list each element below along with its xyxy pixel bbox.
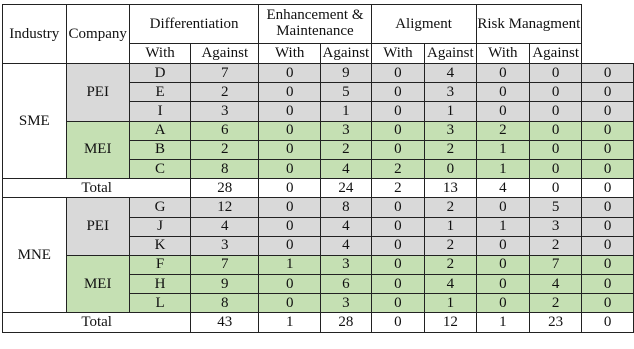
total-value-cell: 23 bbox=[530, 313, 582, 332]
value-cell: 2 bbox=[425, 236, 476, 255]
total-value-cell: 4 bbox=[476, 179, 530, 198]
value-cell: 1 bbox=[476, 159, 530, 178]
value-cell: 3 bbox=[425, 121, 476, 140]
company-cell: F bbox=[129, 255, 190, 274]
industry-label: PEI bbox=[66, 198, 129, 256]
value-cell: 0 bbox=[582, 102, 634, 121]
value-cell: 0 bbox=[259, 140, 321, 159]
value-cell: 0 bbox=[259, 64, 321, 83]
total-value-cell: 0 bbox=[582, 179, 634, 198]
value-cell: 2 bbox=[425, 140, 476, 159]
value-cell: 4 bbox=[321, 236, 372, 255]
value-cell: 4 bbox=[530, 275, 582, 294]
value-cell: 0 bbox=[371, 102, 425, 121]
total-value-cell: 13 bbox=[425, 179, 476, 198]
value-cell: 0 bbox=[259, 159, 321, 178]
company-cell: I bbox=[129, 102, 190, 121]
value-cell: 8 bbox=[321, 198, 372, 217]
value-cell: 5 bbox=[321, 83, 372, 102]
value-cell: 0 bbox=[371, 294, 425, 313]
value-cell: 9 bbox=[191, 275, 259, 294]
value-cell: 0 bbox=[259, 102, 321, 121]
value-cell: 0 bbox=[371, 255, 425, 274]
size-group-label: SME bbox=[3, 64, 67, 179]
total-value-cell: 0 bbox=[259, 179, 321, 198]
value-cell: 0 bbox=[476, 294, 530, 313]
value-cell: 0 bbox=[530, 159, 582, 178]
value-cell: 0 bbox=[259, 294, 321, 313]
value-cell: 0 bbox=[371, 121, 425, 140]
total-value-cell: 1 bbox=[259, 313, 321, 332]
value-cell: 0 bbox=[476, 83, 530, 102]
value-cell: 8 bbox=[191, 294, 259, 313]
value-cell: 3 bbox=[530, 217, 582, 236]
value-cell: 0 bbox=[371, 83, 425, 102]
company-cell: L bbox=[129, 294, 190, 313]
total-value-cell: 28 bbox=[321, 313, 372, 332]
value-cell: 0 bbox=[476, 275, 530, 294]
value-cell: 4 bbox=[321, 159, 372, 178]
value-cell: 0 bbox=[582, 255, 634, 274]
company-cell: B bbox=[129, 140, 190, 159]
total-value-cell: 0 bbox=[530, 179, 582, 198]
value-cell: 0 bbox=[530, 121, 582, 140]
company-cell: C bbox=[129, 159, 190, 178]
group-header: Enhancement & Maintenance bbox=[259, 5, 371, 44]
value-cell: 0 bbox=[530, 83, 582, 102]
value-cell: 2 bbox=[191, 83, 259, 102]
value-cell: 3 bbox=[321, 255, 372, 274]
value-cell: 7 bbox=[530, 255, 582, 274]
value-cell: 2 bbox=[530, 294, 582, 313]
total-value-cell: 24 bbox=[321, 179, 372, 198]
value-cell: 1 bbox=[476, 140, 530, 159]
value-cell: 0 bbox=[259, 198, 321, 217]
value-cell: 0 bbox=[582, 140, 634, 159]
value-cell: 0 bbox=[530, 64, 582, 83]
total-label: Total bbox=[3, 179, 191, 198]
total-row bbox=[3, 179, 634, 198]
value-cell: 0 bbox=[530, 102, 582, 121]
value-cell: 0 bbox=[371, 198, 425, 217]
with-header: With bbox=[476, 44, 530, 64]
table-row bbox=[3, 64, 634, 83]
value-cell: 0 bbox=[476, 198, 530, 217]
with-header: With bbox=[371, 44, 425, 64]
value-cell: 2 bbox=[321, 140, 372, 159]
total-value-cell: 2 bbox=[371, 179, 425, 198]
value-cell: 7 bbox=[191, 64, 259, 83]
value-cell: 3 bbox=[191, 102, 259, 121]
value-cell: 1 bbox=[259, 255, 321, 274]
value-cell: 4 bbox=[425, 275, 476, 294]
value-cell: 0 bbox=[371, 217, 425, 236]
value-cell: 0 bbox=[371, 275, 425, 294]
industry-label: MEI bbox=[66, 255, 129, 313]
value-cell: 0 bbox=[371, 64, 425, 83]
size-group-label: MNE bbox=[3, 198, 67, 313]
company-cell: G bbox=[129, 198, 190, 217]
value-cell: 2 bbox=[371, 159, 425, 178]
against-header: Against bbox=[321, 44, 372, 64]
company-cell: K bbox=[129, 236, 190, 255]
total-value-cell: 12 bbox=[425, 313, 476, 332]
group-header: Aligment bbox=[371, 5, 476, 44]
value-cell: 7 bbox=[191, 255, 259, 274]
value-cell: 0 bbox=[259, 121, 321, 140]
total-value-cell: 1 bbox=[476, 313, 530, 332]
value-cell: 1 bbox=[476, 217, 530, 236]
table-row bbox=[3, 121, 634, 140]
against-header: Against bbox=[425, 44, 476, 64]
value-cell: 2 bbox=[425, 255, 476, 274]
industry-label: PEI bbox=[66, 64, 129, 122]
group-header: Differentiation bbox=[129, 5, 258, 44]
value-cell: 0 bbox=[371, 236, 425, 255]
against-header: Against bbox=[530, 44, 582, 64]
value-cell: 0 bbox=[582, 198, 634, 217]
value-cell: 0 bbox=[476, 255, 530, 274]
company-cell: H bbox=[129, 275, 190, 294]
total-value-cell: 43 bbox=[191, 313, 259, 332]
value-cell: 0 bbox=[259, 83, 321, 102]
value-cell: 4 bbox=[425, 64, 476, 83]
total-label: Total bbox=[3, 313, 191, 332]
value-cell: 9 bbox=[321, 64, 372, 83]
value-cell: 0 bbox=[582, 217, 634, 236]
company-header: Company bbox=[66, 5, 129, 64]
industry-header: Industry bbox=[3, 5, 67, 64]
value-cell: 3 bbox=[425, 83, 476, 102]
value-cell: 0 bbox=[582, 236, 634, 255]
value-cell: 0 bbox=[476, 102, 530, 121]
with-header: With bbox=[259, 44, 321, 64]
value-cell: 0 bbox=[582, 294, 634, 313]
value-cell: 8 bbox=[191, 159, 259, 178]
value-cell: 2 bbox=[476, 121, 530, 140]
value-cell: 1 bbox=[321, 102, 372, 121]
company-cell: D bbox=[129, 64, 190, 83]
table-row bbox=[3, 198, 634, 217]
value-cell: 4 bbox=[321, 217, 372, 236]
value-cell: 1 bbox=[425, 102, 476, 121]
value-cell: 1 bbox=[425, 294, 476, 313]
total-value-cell: 0 bbox=[582, 313, 634, 332]
value-cell: 0 bbox=[530, 140, 582, 159]
value-cell: 0 bbox=[371, 140, 425, 159]
results-table bbox=[2, 4, 634, 333]
value-cell: 0 bbox=[582, 83, 634, 102]
value-cell: 1 bbox=[425, 217, 476, 236]
value-cell: 0 bbox=[582, 64, 634, 83]
value-cell: 5 bbox=[530, 198, 582, 217]
company-cell: A bbox=[129, 121, 190, 140]
value-cell: 0 bbox=[259, 236, 321, 255]
total-row bbox=[3, 313, 634, 332]
value-cell: 6 bbox=[191, 121, 259, 140]
value-cell: 2 bbox=[530, 236, 582, 255]
against-header: Against bbox=[191, 44, 259, 64]
value-cell: 3 bbox=[321, 294, 372, 313]
value-cell: 6 bbox=[321, 275, 372, 294]
value-cell: 0 bbox=[582, 275, 634, 294]
value-cell: 3 bbox=[321, 121, 372, 140]
value-cell: 2 bbox=[425, 198, 476, 217]
value-cell: 0 bbox=[425, 159, 476, 178]
group-header: Risk Managment bbox=[476, 5, 582, 44]
table-row bbox=[3, 255, 634, 274]
industry-label: MEI bbox=[66, 121, 129, 179]
value-cell: 0 bbox=[259, 217, 321, 236]
value-cell: 0 bbox=[582, 121, 634, 140]
value-cell: 0 bbox=[476, 64, 530, 83]
value-cell: 0 bbox=[476, 236, 530, 255]
value-cell: 0 bbox=[259, 275, 321, 294]
with-header: With bbox=[129, 44, 190, 64]
value-cell: 12 bbox=[191, 198, 259, 217]
value-cell: 2 bbox=[191, 140, 259, 159]
value-cell: 4 bbox=[191, 217, 259, 236]
value-cell: 0 bbox=[582, 159, 634, 178]
value-cell: 3 bbox=[191, 236, 259, 255]
total-value-cell: 0 bbox=[371, 313, 425, 332]
company-cell: J bbox=[129, 217, 190, 236]
company-cell: E bbox=[129, 83, 190, 102]
total-value-cell: 28 bbox=[191, 179, 259, 198]
